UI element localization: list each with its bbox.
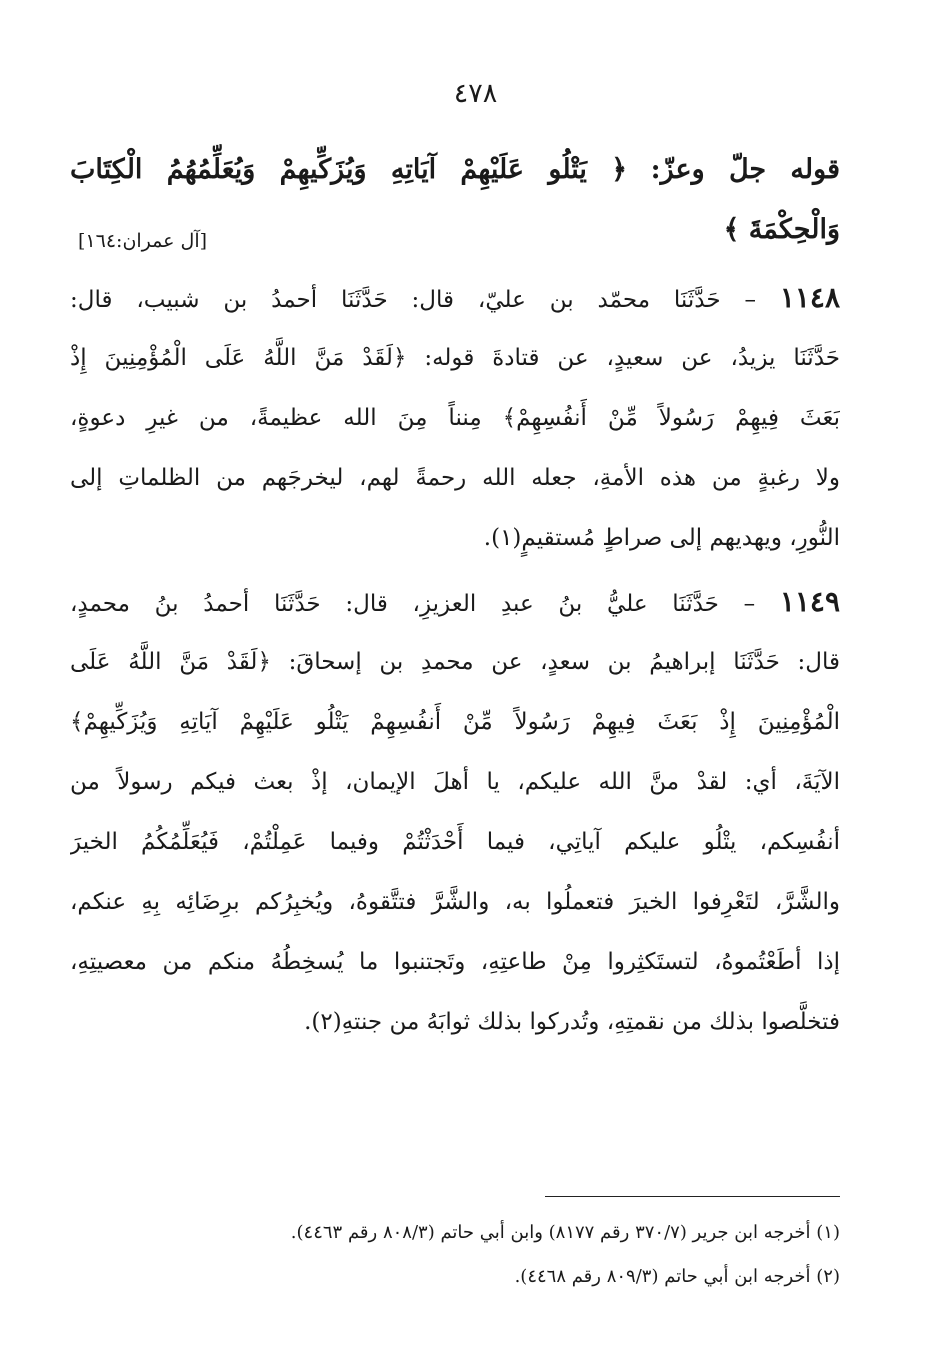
hadith-1149-line-8: فتخلَّصوا بذلك من نقمتِهِ، وتُدركوا بذلك ثوابَهُ من جنتهِ(٢). [304,1009,840,1035]
hadith-1148-line-5: النُّورِ، ويهديهم إلى صراطٍ مُستقيمٍ(١). [483,525,840,551]
hadith-1149-line-7: إذا أطَعْتُموهُ، لتستَكثِروا مِنْ طاعتِهِ، وتَجتنبوا ما يُسخِطُهُ منكم من معصيتِهِ، [70,949,840,975]
hadith-1149 [70,572,840,1052]
hadith-1148-line-3: بَعَثَ فِيهِمْ رَسُولاً مِّنْ أَنفُسِهِمْ﴾ مِنناً مِنَ الله عظيمةً، من غيرِ دعوةٍ، [70,405,840,431]
hadith-number: ١١٤٨ [779,281,840,314]
hadith-1149-line-4: الآيَةَ، أي: لقدْ منَّ الله عليكم، يا أهلَ الإيمان، إذْ بعث فيكم رسولاً من [70,769,840,795]
hadith-1148 [70,268,840,568]
hadith-text: – حَدَّثَنَا عليُّ بنُ عبدِ العزيزِ، قال: حَدَّثَنَا أحمدُ بنُ محمدٍ، [70,591,756,617]
footnote-2: (٢) أخرجه ابن أبي حاتم (٨٠٩/٣ رقم ٤٤٦٨). [514,1266,840,1287]
hadith-1148-line-1 [70,268,840,328]
hadith-1149-line-2: قال: حَدَّثَنَا إبراهيمُ بن سعدٍ، عن محمدِ بن إسحاقَ: ﴿لَقَدْ مَنَّ اللَّهُ عَلَى [70,649,840,675]
hadith-number: ١١٤٩ [779,585,840,618]
verse-intro: قوله جلّ وعزّ: [650,154,840,185]
verse-text-2: وَالْحِكْمَةَ ﴾ [723,214,840,245]
hadith-1149-line-5: أنفُسِكم، يتْلُو عليكم آياتِي، فيما أَحْدَثْتُمْ وفيما عَمِلْتُمْ، فَيُعَلِّمُكُمُ الخيرَ [70,829,840,855]
footnote-1: (١) أخرجه ابن جرير (٣٧٠/٧ رقم ٨١٧٧) وابن أبي حاتم (٨٠٨/٣ رقم ٤٤٦٣). [290,1222,840,1243]
hadith-1148-line-2: حَدَّثَنَا يزيدُ، عن سعيدٍ، عن قتادةَ قوله: ﴿لَقَدْ مَنَّ اللَّهُ عَلَى الْمُؤْمِنِينَ إِذْ [70,345,840,371]
page-number: ٤٧٨ [453,78,498,109]
footnote-separator [545,1196,840,1197]
hadith-1149-line-6: والشَّرَّ، لتَعْرِفوا الخيرَ فتعملُوا به، والشَّرَّ فتتَّقوهُ، ويُخبِرُكم برِضَائِه بِهِ عنكم، [70,889,840,915]
hadith-1149-line-3: الْمُؤْمِنِينَ إِذْ بَعَثَ فِيهِمْ رَسُولاً مِّنْ أَنفُسِهِمْ يَتْلُو عَلَيْهِمْ آيَاتِهِ وَيُزَكِّيهِمْ﴾ [70,709,840,735]
verse-text-1: ﴿ يَتْلُو عَلَيْهِمْ آيَاتِهِ وَيُزَكِّيهِمْ وَيُعَلِّمُهُمُ الْكِتَابَ [70,154,628,185]
verse-heading-line-1 [70,140,840,200]
hadith-text: – حَدَّثَنَا محمّد بن عليّ، قال: حَدَّثَنَا أحمدُ بن شبيب، قال: [70,287,756,313]
hadith-1148-line-4: ولا رغبةٍ من هذه الأمةِ، جعله الله رحمةً لهم، ليخرجَهم من الظلماتِ إلى [70,465,840,491]
verse-reference: [آل عمران:١٦٤] [78,230,208,252]
hadith-1149-line-1 [70,572,840,632]
